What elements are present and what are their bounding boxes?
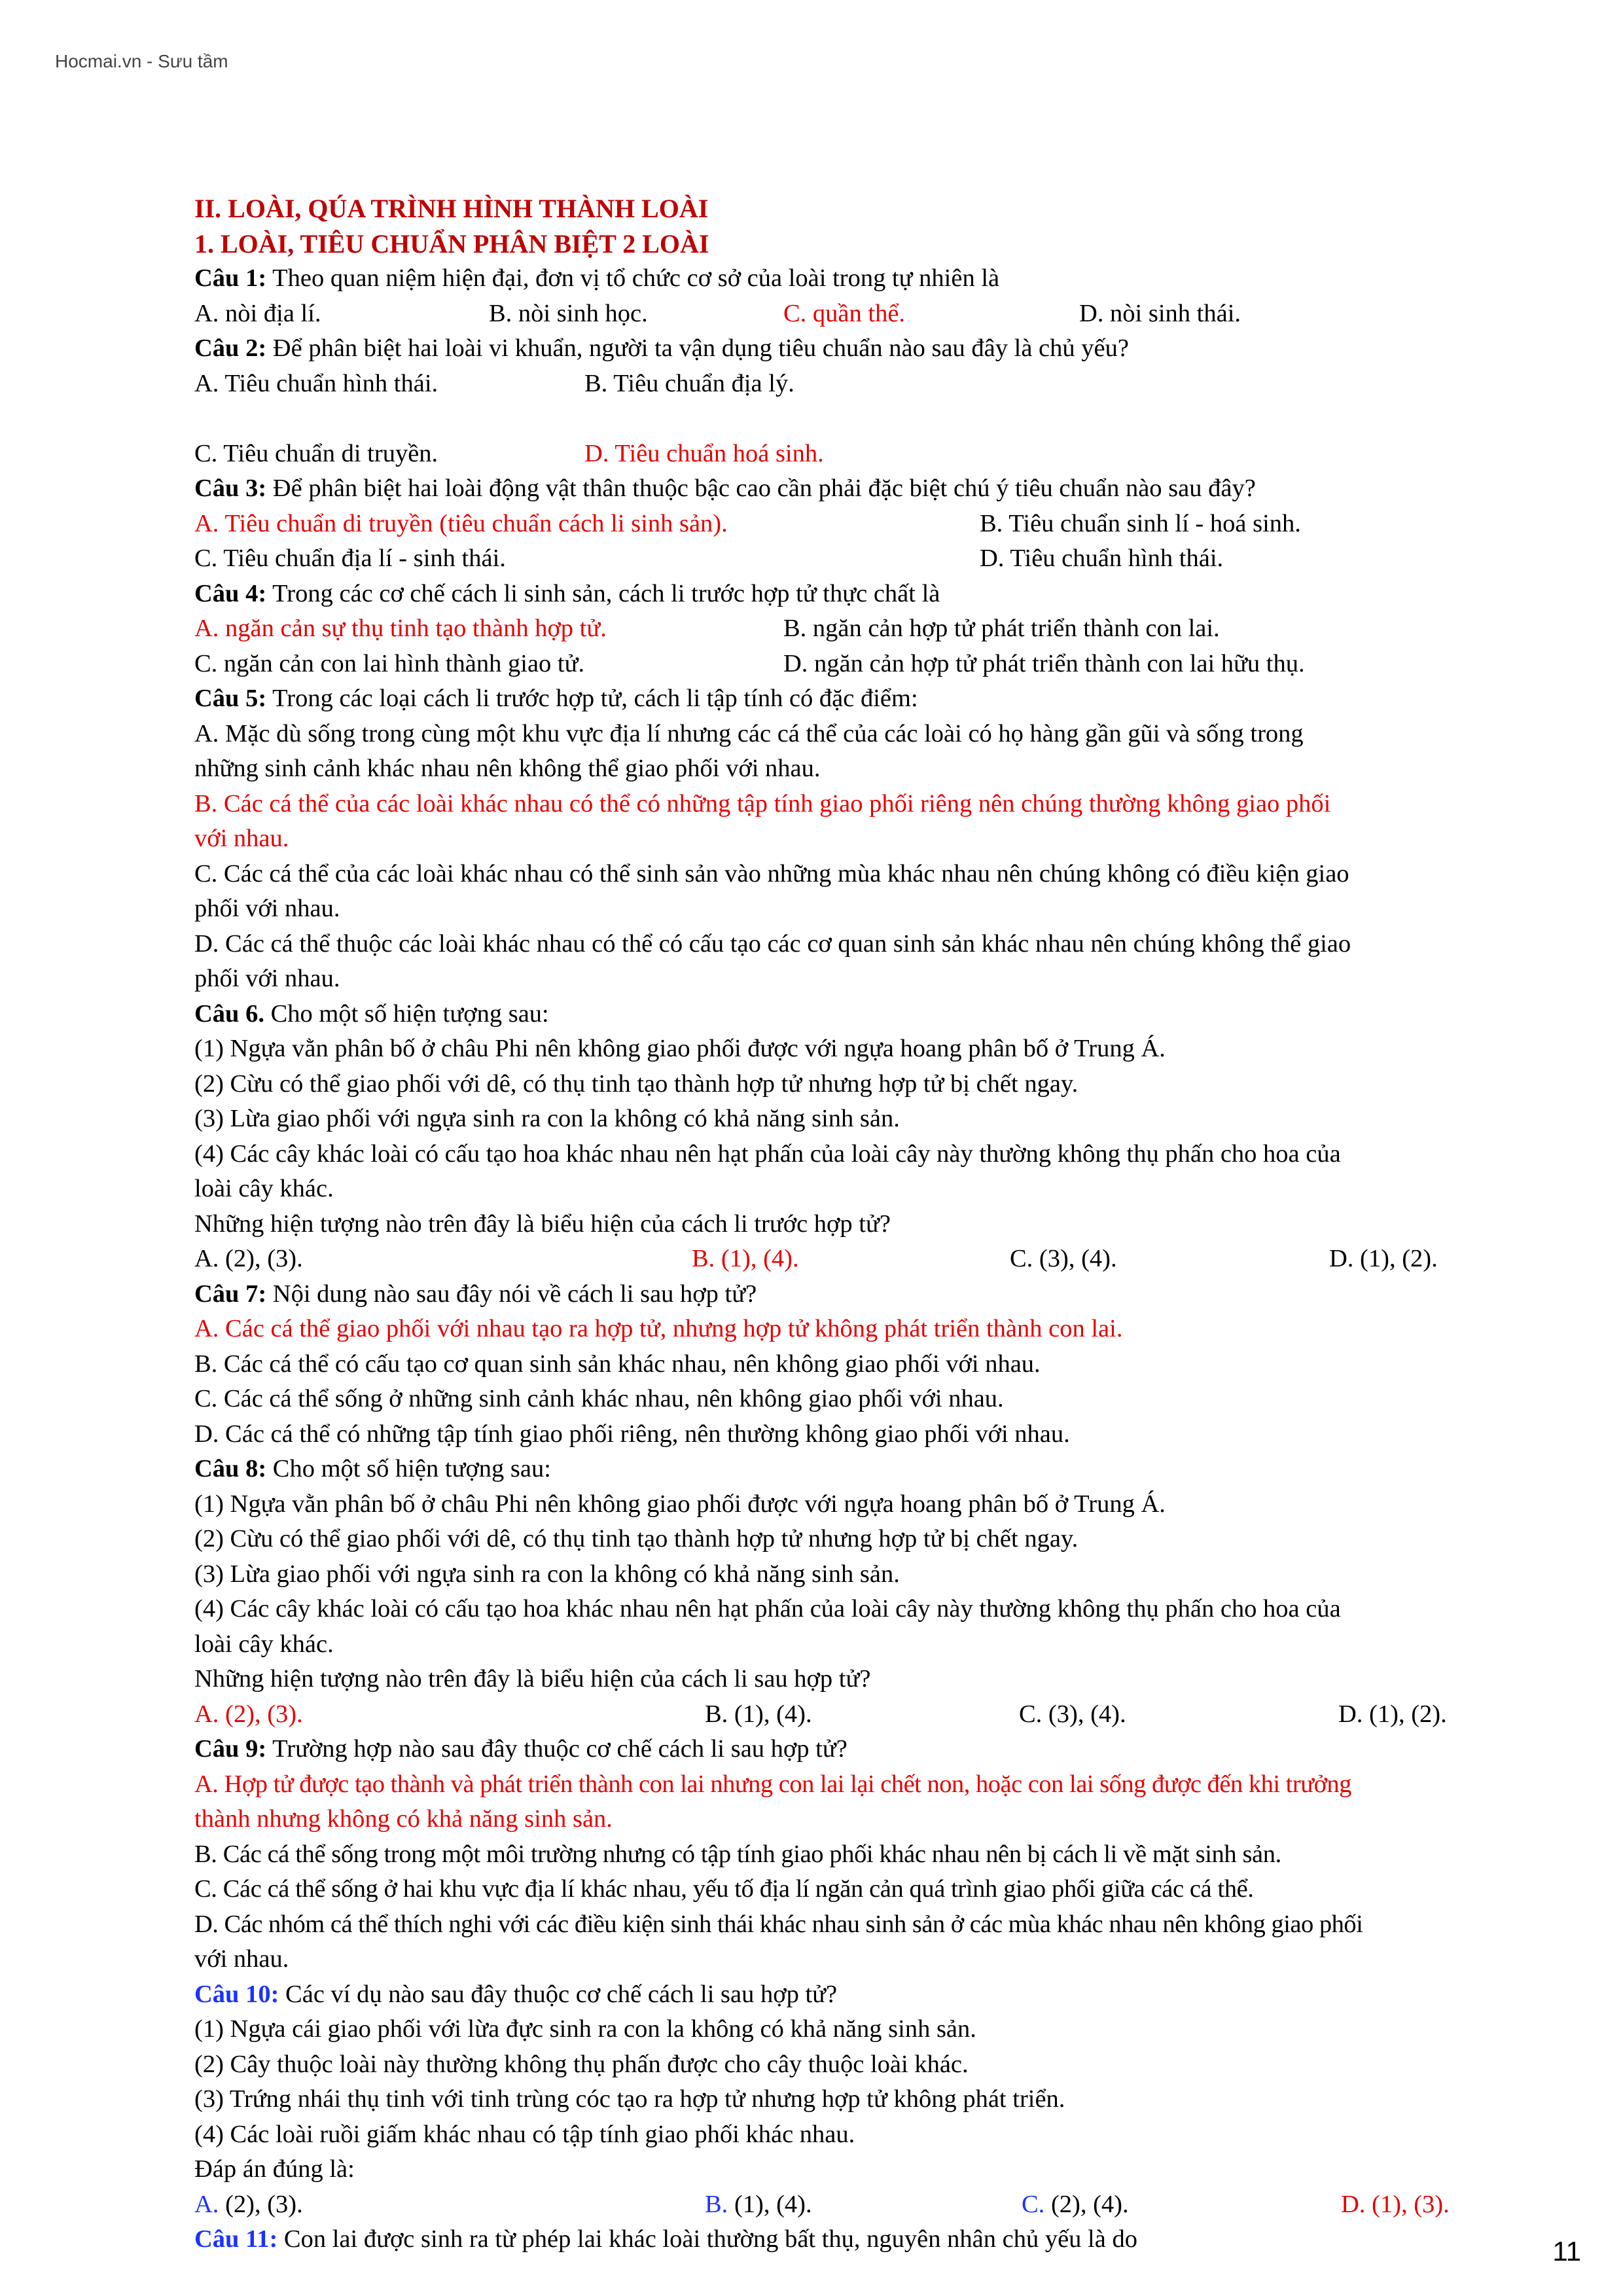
question-11 (194, 2222, 1575, 2257)
q1-option-a: A. nòi địa lí. (194, 299, 321, 327)
question-text: Con lai được sinh ra từ phép lai khác loài thường bất thụ, nguyên nhân chủ yếu là do (277, 2225, 1137, 2253)
q10-item-4: (4) Các loài ruồi giấm khác nhau có tập tính giao phối khác nhau. (194, 2120, 855, 2148)
question-text: Trong các cơ chế cách li sinh sản, cách li trước hợp tử thực chất là (266, 579, 940, 607)
q9-option-d-line2: với nhau. (194, 1945, 289, 1973)
q1-option-b: B. nòi sinh học. (489, 299, 648, 327)
q1-option-d: D. nòi sinh thái. (1079, 299, 1241, 327)
question-label: Câu 11: (194, 2225, 278, 2253)
question-label: Câu 6. (194, 999, 264, 1028)
q10-option-b (705, 2187, 1022, 2223)
q5-option-d-line1: D. Các cá thể thuộc các loài khác nhau có thể có cấu tạo các cơ quan sinh sản khác nhau nên chúng không thể giao (194, 929, 1351, 958)
q6-ask: Những hiện tượng nào trên đây là biểu hiện của cách li trước hợp tử? (194, 1210, 891, 1238)
q3-option-a: A. Tiêu chuẩn di truyền (tiêu chuẩn cách li sinh sản). (194, 509, 728, 537)
q2-option-d: D. Tiêu chuẩn hoá sinh. (584, 439, 824, 467)
q8-item-4-line1: (4) Các cây khác loài có cấu tạo hoa khác nhau nên hạt phấn của loài cây này thường không thụ phấn cho hoa của (194, 1595, 1341, 1623)
q4-option-a: A. ngăn cản sự thụ tinh tạo thành hợp tử. (194, 615, 607, 642)
q7-option-c: C. Các cá thể sống ở những sinh cảnh khác nhau, nên không giao phối với nhau. (194, 1385, 1004, 1412)
q10-options (194, 2187, 1575, 2223)
question-text: Để phân biệt hai loài vi khuẩn, người ta vận dụng tiêu chuẩn nào sau đây là chủ yếu? (266, 334, 1129, 362)
q10-option-c-letter: C. (1022, 2190, 1045, 2218)
question-text: Trường hợp nào sau đây thuộc cơ chế cách li sau hợp tử? (266, 1735, 847, 1763)
question-9 (194, 1732, 1575, 1767)
question-2 (194, 331, 1575, 367)
q9-option-a-line2: thành nhưng không có khả năng sinh sản. (194, 1805, 613, 1833)
question-label: Câu 8: (194, 1455, 267, 1482)
q10-item-1: (1) Ngựa cái giao phối với lừa đực sinh ra con la không có khả năng sinh sản. (194, 2015, 976, 2043)
page-header: Hocmai.vn - Sưu tầm (55, 51, 228, 71)
subsection-title: 1. LOÀI, TIÊU CHUẨN PHÂN BIỆT 2 LOÀI (194, 228, 709, 259)
q3-option-b: B. Tiêu chuẩn sinh lí - hoá sinh. (980, 509, 1301, 537)
q3-option-c: C. Tiêu chuẩn địa lí - sinh thái. (194, 545, 506, 572)
q6-item-3: (3) Lừa giao phối với ngựa sinh ra con la không có khả năng sinh sản. (194, 1105, 900, 1132)
q4-option-c: C. ngăn cản con lai hình thành giao tử. (194, 649, 585, 677)
q9-option-c: C. Các cá thể sống ở hai khu vực địa lí khác nhau, yếu tố địa lí ngăn cản quá trình giao phối giữa các cá thể. (194, 1875, 1254, 1903)
q4-options-ab (194, 611, 1575, 647)
q2-option-b: B. Tiêu chuẩn địa lý. (584, 369, 794, 397)
q10-option-d: D. (1), (3). (1341, 2190, 1450, 2218)
question-label: Câu 9: (194, 1735, 267, 1763)
q8-item-4-line2: loài cây khác. (194, 1630, 334, 1658)
q8-option-b: B. (1), (4). (705, 1700, 812, 1728)
question-label: Câu 10: (194, 1980, 279, 2008)
q10-ask: Đáp án đúng là: (194, 2155, 355, 2183)
question-text: Cho một số hiện tượng sau: (266, 1455, 551, 1482)
q5-option-b-line1: B. Các cá thể của các loài khác nhau có thể có những tập tính giao phối riêng nên chúng thường không giao phối (194, 789, 1331, 817)
q7-option-d: D. Các cá thể có những tập tính giao phối riêng, nên thường không giao phối với nhau. (194, 1420, 1070, 1448)
q8-ask: Những hiện tượng nào trên đây là biểu hiện của cách li sau hợp tử? (194, 1665, 871, 1693)
q6-options (194, 1242, 1575, 1277)
q3-options-cd (194, 541, 1575, 577)
question-6 (194, 997, 1575, 1032)
question-3 (194, 471, 1575, 507)
question-text: Để phân biệt hai loài động vật thân thuộc bậc cao cần phải đặc biệt chú ý tiêu chuẩn nào sau đây? (266, 475, 1256, 502)
q6-option-b: B. (1), (4). (692, 1245, 799, 1272)
q10-option-a-letter: A. (194, 2190, 219, 2218)
q5-option-b-line2: với nhau. (194, 825, 289, 852)
q5-option-a-line2: những sinh cảnh khác nhau nên không thể giao phối với nhau. (194, 755, 821, 782)
q6-item-4-line1: (4) Các cây khác loài có cấu tạo hoa khác nhau nên hạt phấn của loài cây này thường không thụ phấn cho hoa của (194, 1139, 1341, 1168)
question-8 (194, 1452, 1575, 1487)
page-number: 11 (1552, 2236, 1581, 2267)
question-text: Trong các loại cách li trước hợp tử, cách li tập tính có đặc điểm: (266, 685, 918, 712)
q9-option-d-line1: D. Các nhóm cá thể thích nghi với các điều kiện sinh thái khác nhau sinh sản ở các mùa khác nhau nên không giao phối (194, 1910, 1363, 1938)
q10-option-a-text: (2), (3). (219, 2190, 303, 2218)
q2-options-ab (194, 367, 1575, 402)
q7-option-b: B. Các cá thể có cấu tạo cơ quan sinh sản khác nhau, nên không giao phối với nhau. (194, 1350, 1041, 1378)
q2-option-c: C. Tiêu chuẩn di truyền. (194, 439, 438, 467)
section-title: II. LOÀI, QÚA TRÌNH HÌNH THÀNH LOÀI (194, 194, 709, 223)
q8-item-1: (1) Ngựa vằn phân bố ở châu Phi nên không giao phối được với ngựa hoang phân bố ở Trung Á. (194, 1490, 1166, 1518)
q6-option-c: C. (3), (4). (1010, 1245, 1117, 1272)
question-1 (194, 261, 1575, 296)
question-label: Câu 2: (194, 334, 267, 362)
q3-option-d: D. Tiêu chuẩn hình thái. (980, 545, 1224, 572)
question-label: Câu 7: (194, 1280, 267, 1308)
question-text: Cho một số hiện tượng sau: (264, 999, 549, 1028)
q5-option-c-line1: C. Các cá thể của các loài khác nhau có thể sinh sản vào những mùa khác nhau nên chúng không có điều kiện giao (194, 859, 1349, 888)
q8-option-a: A. (2), (3). (194, 1700, 303, 1728)
question-text: Các ví dụ nào sau đây thuộc cơ chế cách li sau hợp tử? (279, 1980, 838, 2008)
question-label: Câu 3: (194, 475, 267, 502)
blank-line (194, 401, 1575, 437)
question-label: Câu 4: (194, 579, 267, 607)
q6-option-d: D. (1), (2). (1329, 1245, 1438, 1272)
q10-option-c-text: (2), (4). (1044, 2190, 1129, 2218)
document-body (194, 191, 1575, 2257)
q9-option-b: B. Các cá thể sống trong một môi trường nhưng có tập tính giao phối khác nhau nên bị cách li về mặt sinh sản. (194, 1840, 1281, 1868)
q10-option-b-letter: B. (705, 2190, 728, 2218)
q10-option-a (194, 2187, 705, 2223)
q7-option-a: A. Các cá thể giao phối với nhau tạo ra hợp tử, nhưng hợp tử không phát triển thành con lai. (194, 1315, 1123, 1342)
q4-option-b: B. ngăn cản hợp tử phát triển thành con lai. (783, 615, 1220, 642)
question-4 (194, 577, 1575, 612)
q5-option-a-line1: A. Mặc dù sống trong cùng một khu vực địa lí nhưng các cá thể của các loài có họ hàng gần gũi và sống trong (194, 719, 1304, 747)
q8-option-d: D. (1), (2). (1338, 1700, 1447, 1728)
question-7 (194, 1277, 1575, 1312)
q4-option-d: D. ngăn cản hợp tử phát triển thành con lai hữu thụ. (783, 649, 1305, 677)
q2-options-cd (194, 437, 1575, 472)
q2-option-a: A. Tiêu chuẩn hình thái. (194, 369, 438, 397)
q5-option-d-line2: phối với nhau. (194, 965, 340, 992)
q8-options (194, 1697, 1575, 1732)
q8-item-2: (2) Cừu có thể giao phối với dê, có thụ tinh tạo thành hợp tử nhưng hợp tử bị chết ngay. (194, 1525, 1079, 1552)
question-text: Theo quan niệm hiện đại, đơn vị tổ chức cơ sở của loài trong tự nhiên là (266, 264, 1000, 292)
q10-item-2: (2) Cây thuộc loài này thường không thụ phấn được cho cây thuộc loài khác. (194, 2050, 969, 2078)
q8-item-3: (3) Lừa giao phối với ngựa sinh ra con la không có khả năng sinh sản. (194, 1560, 900, 1588)
q3-options-ab (194, 507, 1575, 542)
q6-item-2: (2) Cừu có thể giao phối với dê, có thụ tinh tạo thành hợp tử nhưng hợp tử bị chết ngay. (194, 1069, 1079, 1098)
q9-option-a-line1: A. Hợp tử được tạo thành và phát triển thành con lai nhưng con lai lại chết non, hoặc con lai sống được đến khi trưởng (194, 1770, 1351, 1798)
q10-option-c (1022, 2187, 1341, 2223)
q6-option-a: A. (2), (3). (194, 1245, 303, 1272)
q6-item-4-line2: loài cây khác. (194, 1175, 334, 1202)
q4-options-cd (194, 647, 1575, 682)
question-label: Câu 1: (194, 264, 267, 292)
question-text: Nội dung nào sau đây nói về cách li sau hợp tử? (266, 1280, 757, 1308)
q8-option-c: C. (3), (4). (1019, 1700, 1126, 1728)
q10-option-b-text: (1), (4). (728, 2190, 812, 2218)
q10-item-3: (3) Trứng nhái thụ tinh với tinh trùng cóc tạo ra hợp tử nhưng hợp tử không phát triển. (194, 2085, 1065, 2113)
q1-option-c: C. quần thể. (783, 299, 906, 327)
question-label: Câu 5: (194, 685, 267, 712)
q6-item-1: (1) Ngựa vằn phân bố ở châu Phi nên không giao phối được với ngựa hoang phân bố ở Trung Á. (194, 1035, 1166, 1062)
question-5 (194, 681, 1575, 717)
q1-options (194, 296, 1575, 332)
question-10 (194, 1977, 1575, 2013)
q5-option-c-line2: phối với nhau. (194, 895, 340, 922)
